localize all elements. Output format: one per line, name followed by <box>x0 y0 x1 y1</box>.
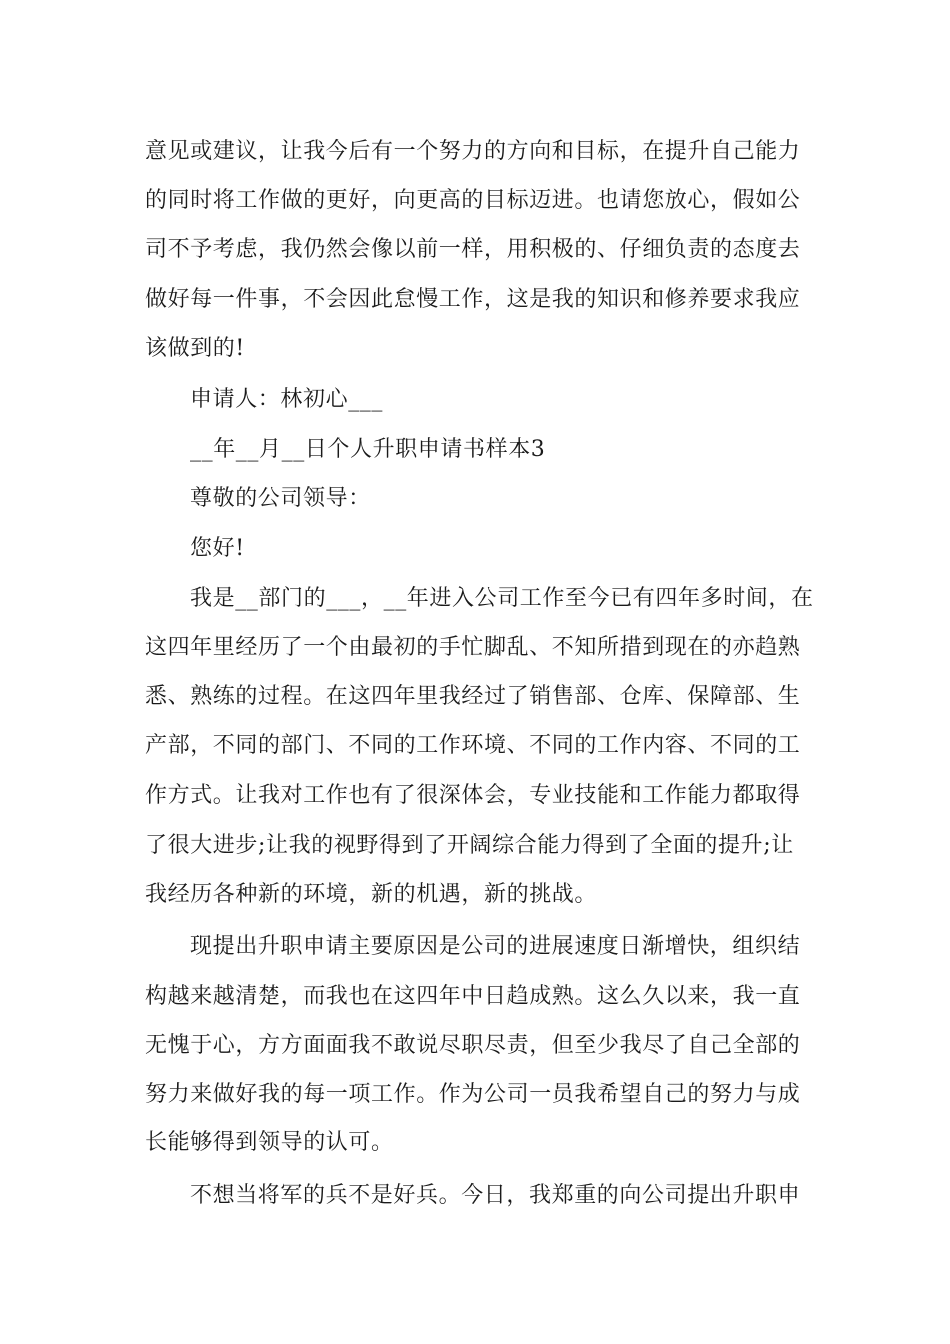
salutation: 尊敬的公司领导： <box>190 486 371 511</box>
paragraph-line: 悉、熟练的过程。在这四年里我经过了销售部、仓库、保障部、生 <box>145 684 801 709</box>
paragraph-line: 产部，不同的部门、不同的工作环境、不同的工作内容、不同的工 <box>145 733 801 758</box>
applicant-signature: 申请人：林初心___ <box>190 387 384 412</box>
date-and-section-title: __年__月__日个人升职申请书样本3 <box>190 437 546 462</box>
paragraph-line: 现提出升职申请主要原因是公司的进展速度日渐增快，组织结 <box>190 934 801 959</box>
paragraph-line: 努力来做好我的每一项工作。作为公司一员我希望自己的努力与成 <box>145 1082 801 1107</box>
paragraph-line: 无愧于心，方方面面我不敢说尽职尽责，但至少我尽了自己全部的 <box>145 1033 801 1058</box>
paragraph-line: 不想当将军的兵不是好兵。今日，我郑重的向公司提出升职申 <box>190 1183 801 1208</box>
paragraph-line: 作方式。让我对工作也有了很深体会，专业技能和工作能力都取得 <box>145 783 801 808</box>
paragraph-line: 意见或建议，让我今后有一个努力的方向和目标，在提升自己能力 <box>145 139 801 164</box>
paragraph-line: 了很大进步;让我的视野得到了开阔综合能力得到了全面的提升;让 <box>145 833 794 858</box>
paragraph-line: 长能够得到领导的认可。 <box>145 1130 394 1155</box>
paragraph-line: 我是__部门的___，__年进入公司工作至今已有四年多时间，在 <box>190 586 814 611</box>
paragraph-line: 司不予考虑，我仍然会像以前一样，用积极的、仔细负责的态度去 <box>145 237 801 262</box>
greeting: 您好! <box>190 536 245 561</box>
paragraph-line: 该做到的! <box>145 336 245 361</box>
paragraph-line: 我经历各种新的环境，新的机遇，新的挑战。 <box>145 882 598 907</box>
paragraph-line: 这四年里经历了一个由最初的手忙脚乱、不知所措到现在的亦趋熟 <box>145 635 801 660</box>
paragraph-line: 的同时将工作做的更好，向更高的目标迈进。也请您放心，假如公 <box>145 188 801 213</box>
paragraph-line: 构越来越清楚，而我也在这四年中日趋成熟。这么久以来，我一直 <box>145 984 801 1009</box>
paragraph-line: 做好每一件事，不会因此怠慢工作，这是我的知识和修养要求我应 <box>145 287 801 312</box>
